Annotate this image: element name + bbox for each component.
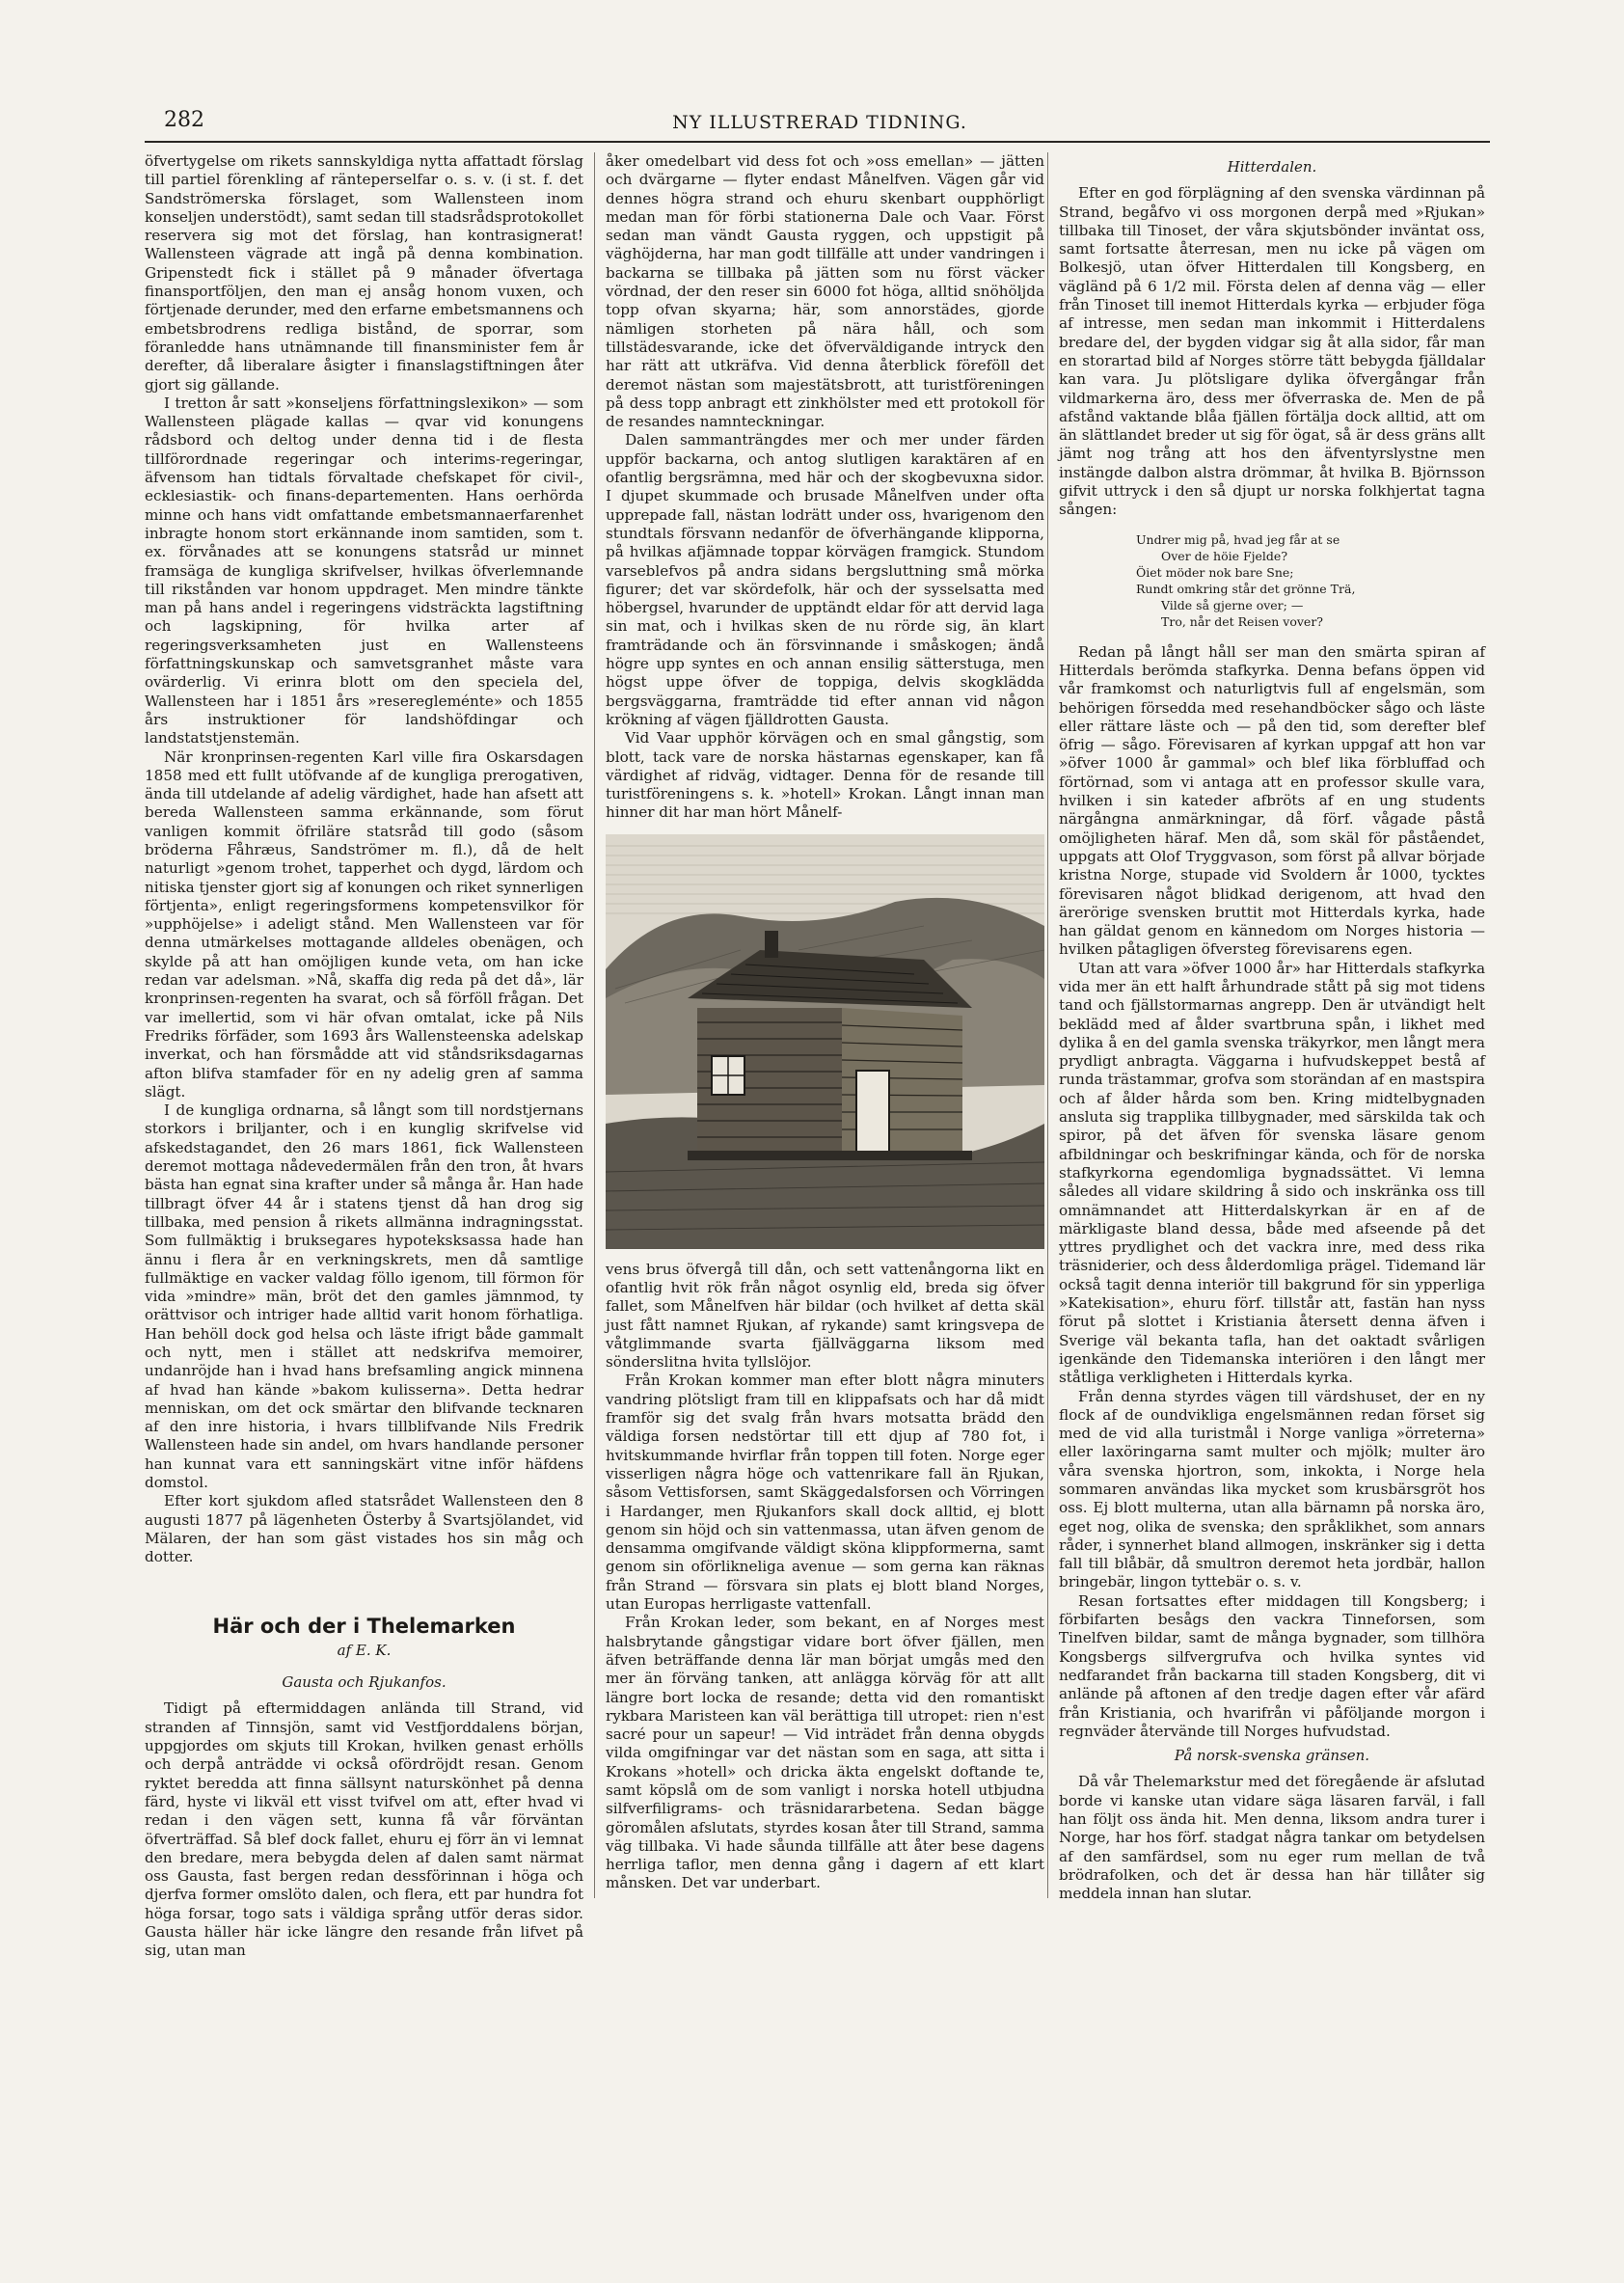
paragraph: Tidigt på eftermiddagen anlända till Strand, vid stranden af Tinnsjön, samt vid Vestfjorddalens början, uppgjordes om skjuts till Krokan, hvilken genast erhölls och derpå anträdde vi också ofördröjdt resan. Genom ryktet beredda att finna sällsynt naturskönhet på denna färd, hyste vi likväl ett visst tvifvel om att, efter hvad vi redan i den vägen sett, kunna få vår förväntan öfverträffad. Så blef dock fallet, ehuru ej förr än vi lemnat den bredare, mera bebygda delen af dalen samt närmat oss Gausta, fast bergen redan dessförinnan i höga och djerfva former omslöto dalen, och flera, ett par hundra fot höga forsar, togo sats i väldiga språng utför deras sidor. Gausta häller här icke längre den resande från lifvet på sig, utan man xyxy=(145,1699,583,1960)
paragraph: Från Krokan leder, som bekant, en af Norges mest halsbrytande gångstigar vidare bort öfver fjällen, men äfven beträffande denna lär man börjat umgås med den mer än förväng tanken, att anlägga körväg för att allt längre bort locka de resande; detta vid den romantiskt rykbara Maristeen kan väl berättiga till utropet: rien n'est sacré pour un sapeur! — Vid inträdet från denna obygds vilda omgifningar var det nästan som en saga, att sitta i Krokans »hotell» och dricka äkta engelskt doftande te, samt köpslå om de som vanligt i norska hotell utbjudna silfverfiligrams- och träsnidararbetena. Sedan bägge göromålen afslutats, styrdes kosan åter till Strand, samma väg tillbaka. Vi hade såunda tillfälle att åter bese dagens herrliga taflor, men denna gång i dagern af ett klart månsken. Det var underbart. xyxy=(606,1614,1044,1892)
paragraph: Dalen sammanträngdes mer och mer under färden uppför backarna, och antog slutligen karaktären af en ofantlig bergsrämna, med här och der skogbevuxna sidor. I djupet skummade och brusade Månelfven under ofta upprepade fall, nästan lodrätt under oss, hvarigenom den stundtals försvann nedanför de öfverhängande klipporna, på hvilkas afjämnade toppar körvägen framgick. Stundom varseblefvos på andra sidans bergsluttning små mörka figurer; det var skördefolk, här och der sysselsatta med höbergsel, hvarunder de upptändt eldar för att dervid laga sin mat, och i hvilkas sken de nu rörde sig, än klart framträdande och än försvinnande i småskogen; ändå högre upp syntes en och annan ensilig sätterstuga, men högst uppe öfver de toppiga, delvis skogklädda bergsväggarna, framträdde tid efter annan vid någon krökning af vägen fjälldrotten Gausta. xyxy=(606,431,1044,728)
paragraph: öfvertygelse om rikets sannskyldiga nytta affattadt förslag till partiel förenkling af ränteperselfar o. s. v. (i st. f. det Sandströmerska förslaget, som Wallensteen inom konseljen understödt), samt sedan till stadsrådsprotokollet reservera sig mot det förslag, han kontrasignerat! Wallensteen vägrade att ingå på denna kombination. Gripenstedt fick i stället på 9 månader öfvertaga finansportföljen, den man ej ansåg honom vuxen, och förtjenade derunder, med den erfarne embetsmannens och embetsbrodrens redliga bistånd, de sporrar, som föranledde hans utnämnande till finansminister fem år derefter, då liberalare åsigter i finanslagstiftningen åter gjort sig gällande. xyxy=(145,152,583,394)
running-title: NY ILLUSTRERAD TIDNING. xyxy=(672,112,967,133)
poem-line: Undrer mig på, hvad jeg får at se xyxy=(1136,531,1340,547)
paragraph: vens brus öfvergå till dån, och sett vattenångorna likt en ofantlig hvit rök från något osynlig eld, breda sig öfver fallet, som Månelfven här bildar (och hvilket af detta skäl just fått namnet Rjukan, af rykande) samt kringsvepa de våtglimmande svarta fjällväggarna liksom med sönderslitna hvita tyllslöjor. xyxy=(606,1260,1044,1372)
article-title: Här och der i Thelemarken xyxy=(212,1614,516,1638)
paragraph: Från Krokan kommer man efter blott några minuters vandring plötsligt fram till en klippafsats och har då midt framför sig det svalg från hvars motsatta brädd den väldiga forsen nedstörtar till ett djup af 780 fot, i hvitskummande hvirflar från toppen till foten. Norge eger visserligen några höge och vattenrikare fall än Rjukan, såsom Vettisforsen, samt Skäggedalsforsen och Vörringen i Hardanger, men Rjukanfors skall dock alltid, ej blott genom sin höjd och sin vattenmassa, utan äfven genom de densamma omgifvande väldigt sköna klippformerna, samt genom sin oförlikneliga avenue — som gerna kan räknas från Strand — försvara sin plats ej blott bland Norges, utan Europas herrligaste vattenfall. xyxy=(606,1372,1044,1614)
paragraph: Resan fortsattes efter middagen till Kongsberg; i förbifarten besågs den vackra Tinneforsen, som Tinelfven bildar, samt de många bygnader, som tillhöra Kongsbergs silfvergrufva och hvilka syntes vid nedfarandet från backarna till staden Kongsberg, dit vi anlände på aftonen af den tredje dagen efter vår afärd från Kristiania, och hvarifrån vi påföljande morgon i regnväder återvände till Norges hufvudstad. xyxy=(1059,1591,1485,1740)
column-1 xyxy=(145,152,583,1961)
page-number: 282 xyxy=(164,108,204,132)
paragraph: I de kungliga ordnarna, så långt som till nordstjernans storkors i briljanter, och i en kunglig skrifvelse vid afskedstagandet, den 26 mars 1861, fick Wallensteen deremot mottaga nådevedermälen från den tron, åt hvars bästa han egnat sina krafter under så många år. Han hade tillbragt öfver 44 år i statens tjenst då han drog sig tillbaka, med pension å rikets allmänna indragningsstat. Som fullmäktig i bruksegares hypoteksksassa hade han ännu i flera år en verkningskrets, men då samtlige fullmäktige en vacker valdag föllo igenom, till förmon för vida »mindre» män, bröt det den gamles jämnmod, ty orättvisor och intriger hade alltid varit honom förhatliga. Han behöll dock god helsa och läste ifrigt både gammalt och nytt, men i stället att nedskrifva memoirer, undanröjde han i hvad hans brefsamling angick minnena af hvad han kände »bakom kulisserna». Detta hedrar menniskan, om det ock smärtar den blifvande tecknaren af den inre historia, i hvars tillblifvande Nils Fredrik Wallensteen hade sin andel, om hvars handlande personer han kunnat vara ett sanningskärt vitne inför häfdens domstol. xyxy=(145,1101,583,1492)
wooden-cabin-engraving-icon xyxy=(606,834,1044,1249)
section-subhead: Gausta och Rjukanfos. xyxy=(282,1673,447,1692)
paragraph: Vid Vaar upphör körvägen och en smal gångstig, som blott, tack vare de norska hästarnas egenskaper, kan få värdighet af ridväg, vidtager. Denna för de resande till turistföreningens s. k. »hotell» Krokan. Långt innan man hinner dit har man hört Månelf- xyxy=(606,729,1044,822)
paragraph: Efter kort sjukdom afled statsrådet Wallensteen den 8 augusti 1877 på lägenheten Österby å Svartsjölandet, vid Mälaren, der han som gäst vistades hos sin måg och dotter. xyxy=(145,1492,583,1566)
section-subhead: Hitterdalen. xyxy=(1227,158,1317,176)
column-divider xyxy=(594,152,595,1898)
paragraph: Efter en god förplägning af den svenska värdinnan på Strand, begåfvo vi oss morgonen derpå med »Rjukan» tillbaka till Tinoset, der våra skjutsbönder inväntat oss, samt fortsatte återresan, men nu icke på vägen om Bolkesjö, utan öfver Hitterdalen till Kongsberg, en vägländ på 6 1/2 mil. Första delen af denna väg — eller från Tinoset till inemot Hitterdals kyrka — erbjuder föga af intresse, men sedan man inkommit i Hitterdalens bredare del, der bygden vidgar sig åt alla sidor, får man en storartad bild af Norges större tätt bebygda fjälldalar kan vara. Ju plötsligare dylika öfvergångar från vildmarkerna äro, dess mer öfverraska de. Men de på afstånd vaktande blåa fjällen förtälja dock alltid, att om än slättlandet breder ut sig för ögat, så är dess gräns allt jämt nog trång att hos den äfventyrslystne men instängde dalbon alstra drömmar, åt hvilka B. Björnsson gifvit uttryck i den så djupt ur norska folkhjertat tagna sången: xyxy=(1059,184,1485,519)
paragraph: Redan på långt håll ser man den smärta spiran af Hitterdals berömda stafkyrka. Denna befans öppen vid vår framkomst och naturligtvis full af engelsmän, som behörigen försedda med resehandböcker sågo och läste eller rättare läste och — på den tid, som derefter blef öfrig — sågo. Förevisaren af kyrkan uppgaf att hon var »öfver 1000 år gammal» och blef lika förbluffad och förtörnad, som vi antaga att en professor skulle vara, hvilken i sin kateder afbröts af en ung students närgångna anmärkningar, då förf. vågade påstå omöjligheten häraf. Men då, som skäl för påståendet, uppgats att Olof Tryggvason, som först på allvar började kristna Norge, stupade vid Svoldern år 1000, tycktes förevisaren något blidkad derigenom, att hvad den ärerörige svensken bruttit mot Hitterdals kyrka, hade han gäldat genom en kännedom om Norges historia — hvilken påtagligen öfversteg förevisarens egen. xyxy=(1059,642,1485,959)
paragraph: Från denna styrdes vägen till värdshuset, der en ny flock af de oundvikliga engelsmännen redan förset sig med de vid alla turistmål i Norge vanliga »örreterna» eller laxöringarna samt multer och mjölk; multer äro våra svenska hjortron, som, inkokta, i Norge hela sommaren användas lika mycket som krusbärsgröt hos oss. Ej blott multerna, utan alla bärnamn på norska äro, eget nog, olika de svenska; den språklikhet, som annars råder, i synnerhet bland allmogen, inskränker sig i detta fall till blåbär, då smultron deremot heta jordbär, hallon bringebär, lingon tyttebär o. s. v. xyxy=(1059,1387,1485,1591)
poem-line: Öiet möder nok bare Sne; xyxy=(1136,564,1294,580)
poem-line: Vilde så gjerne over; — xyxy=(1161,597,1304,612)
paragraph: Då vår Thelemarkstur med det föregående är afslutad borde vi kanske utan vidare säga läsaren farväl, i fall han följt oss ända hit. Men denna, liksom andra turer i Norge, har hos förf. stadgat några tankar om betydelsen af den samfärdsel, som nu eger rum mellan de två brödrafolken, och det är dessa han här tillåter sig meddela innan han slutar. xyxy=(1059,1773,1485,1903)
poem-line: Tro, når det Reisen vover? xyxy=(1161,613,1323,629)
section-subhead: På norsk-svenska gränsen. xyxy=(1174,1747,1370,1765)
paragraph: åker omedelbart vid dess fot och »oss emellan» — jätten och dvärgarne — flyter endast Månelfven. Vägen går vid dennes högra strand och ehuru skenbart oupphörligt medan man för förbi stationerna Dale och Vaar. Först sedan man vändt Gausta ryggen, och uppstigit på väghöjderna, har man godt tillfälle att under vandringen i backarna se tillbaka på jätten som nu först väcker vördnad, der den reser sin 6000 fot höga, alltid snöhöljda topp ofvan skyarna; här, som annorstädes, gjorde nämligen storheten på nära håll, och som tillstädesvarande, icke det öfverväldigande intryck den har rätt att utkräfva. Vid denna återblick föreföll det deremot nästan som majestätsbrott, att turistföreningen på dess topp anbragt ett zinkhölster med ett protokoll för de resandes namnteckningar. xyxy=(606,152,1044,431)
poem xyxy=(1136,531,1485,630)
poem-line: Rundt omkring står det grönne Trä, xyxy=(1136,581,1356,596)
poem-line: Over de höie Fjelde? xyxy=(1161,548,1288,563)
article-byline: af E. K. xyxy=(337,1641,392,1659)
column-divider xyxy=(1047,152,1048,1898)
paragraph: Utan att vara »öfver 1000 år» har Hitterdals stafkyrka vida mer än ett halft århundrade stått på sig mot tidens tand och fjällstormarnas angrepp. Den är utvändigt helt beklädd med af ålder svartbruna spån, i likhet med dylika å en del gamla svenska träkyrkor, men långt mera prydligt anbragta. Väggarna i hufvudskeppet bestå af runda trästammar, grofva som storändan af en mastspira och af ålder hårda som ben. Kring midtelbygnaden ansluta sig trapplika tillbygnader, med särskilda tak och spiror, på det äfven för svenska läsare genom afbildningar och beskrifningar kända, och för de norska stafkyrkorna egendomliga bygnadssättet. Vi lemna således all vidare skildring å sido och inskränka oss till omnämnandet att Hitterdalskyrkan är en af de märkligaste bland dessa, både med afseende på det yttres prydlighet och det vackra inre, med dess rika träsniderier, och dess ålderdomliga prägel. Tidemand lär också tagit denna interiör till bakgrund för sin ypperliga »Katekisation», ehuru förf. tillstår att, fastän han nyss förut på slottet i Kristiania återsett denna äfven i Sverige väl bekanta tafla, han det oaktadt svårligen igenkände den Tidemanska interiören i den långt mer ståtliga verkligheten i Hitterdals kyrka. xyxy=(1059,959,1485,1387)
column-2 xyxy=(606,152,1044,1893)
column-3 xyxy=(1059,152,1485,1904)
header-rule xyxy=(145,141,1490,143)
paragraph: När kronprinsen-regenten Karl ville fira Oskarsdagen 1858 med ett fullt utöfvande af de kungliga prerogativen, ända till utdelande af adelig värdighet, hade han afsett att bereda Wallensteen samma erkännande, som förut vanligen kommit öfriläre statsråd till godo (såsom bröderna Fåhræus, Sandströmer m. fl.), då de helt naturligt »genom trohet, tapperhet och dygd, lärdom och nitiska tjenster gjort sig af konungen och riket synnerligen förtjenta», enligt regeringsformens kompetensvilkor för »upphöjelse» i adeligt stånd. Men Wallensteen var för denna utmärkelses mottagande alldeles obenägen, och skylde på att han omöjligen kunde veta, om han icke redan var adelsman. »Nå, skaffa dig reda på det då», lär kronprinsen-regenten ha svarat, och så förföll frågan. Det var imellertid, som vi här ofvan omtalat, icke på Nils Fredriks förfäder, som 1693 års Wallensteenska adelskap inverkat, och han försmådde att vid ståndsriksdagarnas afton blifva stamfader för en ny adelig gren af samma slägt. xyxy=(145,747,583,1101)
paragraph: I tretton år satt »konseljens författningslexikon» — som Wallensteen plägade kallas — qvar vid konungens rådsbord och deltog under denna tid i de flesta tillförordnade regeringar och interims-regeringar, äfvensom han tidtals förvaltade chefskapet för civil-, ecklesiastik- och finans-departementen. Hans oerhörda minne och hans vidt omfattande embetsmannaerfarenhet inbragte honom stort erkännande inom samtiden, som t. ex. förvånades att se konungens statsråd ur minnet framsäga de kungliga skrifvelser, hvilkas öfverlemnande till rikstånden var honom uppdraget. Men mindre tänkte man på hans andel i regeringens vidsträckta lagstiftning och lagskipning, för hvilka arter af regeringsverksamheten just en Wallensteens författningskunskap och samvetsgranhet måste vara ovärderlig. Vi erinra blott om den speciela del, Wallensteen har i 1851 års »reseregleménte» och 1855 års instruktioner för landshöfdingar och landstatstjenstemän. xyxy=(145,394,583,747)
